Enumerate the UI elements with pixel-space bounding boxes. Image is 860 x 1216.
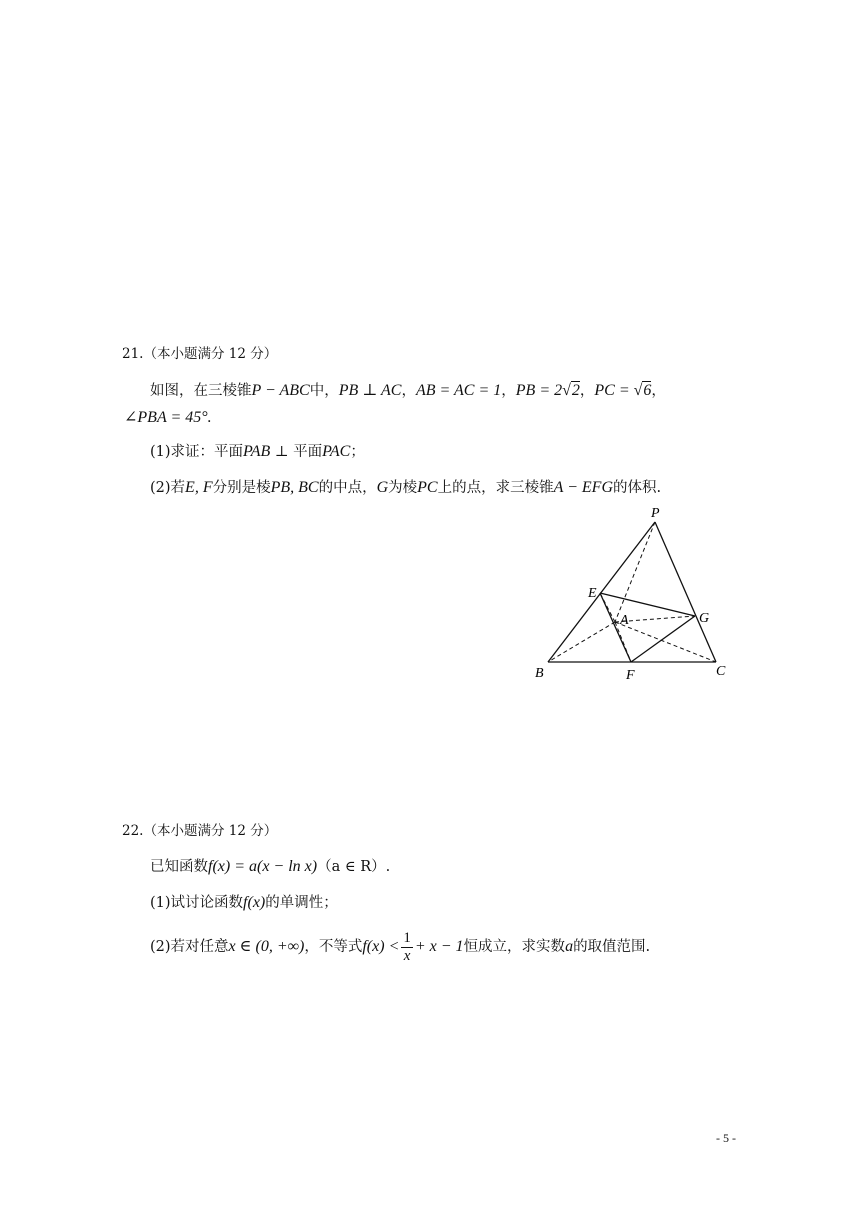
q21-part2-t4: 上的点，求三棱锥 [437, 480, 554, 496]
q21-part1-prefix: (1)求证：平面 [150, 444, 244, 460]
q22-part1-fx: f(x) [243, 894, 266, 911]
q21-part2-t1: 分别是棱 [212, 480, 271, 496]
q22-part2-ineq: f(x) < [362, 938, 400, 955]
edge-EG [600, 593, 695, 616]
q22-intro [150, 857, 390, 876]
q21-tetrahedron: P − ABC [251, 382, 310, 399]
q21-cond3-radicand: 2 [571, 382, 580, 399]
edge-AF-hidden [615, 622, 631, 662]
q22-part1-prefix: (1)试讨论函数 [150, 895, 244, 911]
q21-sep2: ， [501, 383, 516, 399]
label-P: P [651, 506, 660, 521]
q22-fraction-numerator: 1 [403, 930, 411, 946]
q21-intro-prefix: 如图，在三棱锥 [150, 383, 252, 399]
sqrt-symbol: √ [562, 382, 571, 399]
q21-cond4-pre: PC = [594, 382, 634, 399]
edge-AB-hidden [548, 622, 615, 662]
q22-part2-t2: 恒成立，求实数 [463, 939, 566, 955]
q21-part1-plane1: PAB [243, 443, 271, 460]
q22-intro-prefix: 已知函数 [150, 859, 208, 875]
q21-cond2: AB = AC = 1 [415, 382, 502, 399]
q21-sep4: ， [651, 383, 666, 399]
q21-angle: ∠PBA = 45°. [124, 409, 212, 426]
label-G: G [699, 611, 710, 626]
label-B: B [535, 666, 544, 681]
edge-PA-hidden [615, 522, 655, 622]
q21-part2-pc: PC [417, 479, 438, 496]
q21-part2-g: G [376, 479, 389, 496]
q22-header: 22.（本小题满分 12 分） [122, 823, 278, 839]
q22-part2-range: x ∈ (0, +∞) [228, 938, 305, 955]
q21-part2-t3: 为棱 [388, 480, 418, 496]
q21-header: 21.（本小题满分 12 分） [122, 346, 278, 362]
q22-fraction [401, 930, 413, 964]
q21-part2-t2: 的中点， [318, 480, 377, 496]
q21-sep3: ， [579, 383, 595, 399]
q22-part1 [150, 893, 338, 912]
q21-part2-pbbc: PB, BC [270, 479, 319, 496]
label-F: F [626, 668, 635, 683]
q21-part2-prefix: (2)若 [150, 480, 186, 496]
q22-domain: （a ∈ R）. [317, 859, 391, 875]
q21-part2-aefg: A − EFG [553, 479, 613, 496]
label-E: E [588, 586, 597, 601]
q21-cond3-pre: PB = 2 [515, 382, 563, 399]
q22-part2-rest: + x − 1 [414, 938, 464, 955]
q21-part1-end: ； [350, 444, 365, 460]
sqrt-symbol: √ [633, 382, 643, 399]
q21-sep1: ， [401, 383, 416, 399]
q22-part2-a: a [565, 938, 574, 955]
label-C: C [716, 664, 726, 679]
q21-mid: 中， [309, 383, 339, 399]
q21-cond1: PB ⊥ AC [338, 382, 402, 399]
q21-cond4-radicand: 6 [643, 382, 652, 399]
q22-part2 [150, 930, 650, 964]
q21-part1-plane2: PAC [322, 443, 351, 460]
q22-fraction-denominator: x [403, 947, 411, 964]
q22-part2-t3: 的取值范围. [573, 939, 651, 955]
q21-part1-perp: ⊥ 平面 [270, 444, 323, 460]
edge-PB [548, 522, 655, 662]
q22-function: f(x) = a(x − ln x) [208, 858, 318, 875]
q22-part1-end: 的单调性； [265, 895, 338, 911]
q22-part2-prefix: (2)若对任意 [150, 939, 229, 955]
label-A: A [620, 613, 629, 628]
page-number: - 5 - [716, 1131, 736, 1145]
edge-FG [631, 616, 695, 662]
q22-part2-t1: ，不等式 [304, 939, 363, 955]
q21-part2-ef: E, F [185, 479, 213, 496]
q21-part2-t5: 的体积. [613, 480, 662, 496]
